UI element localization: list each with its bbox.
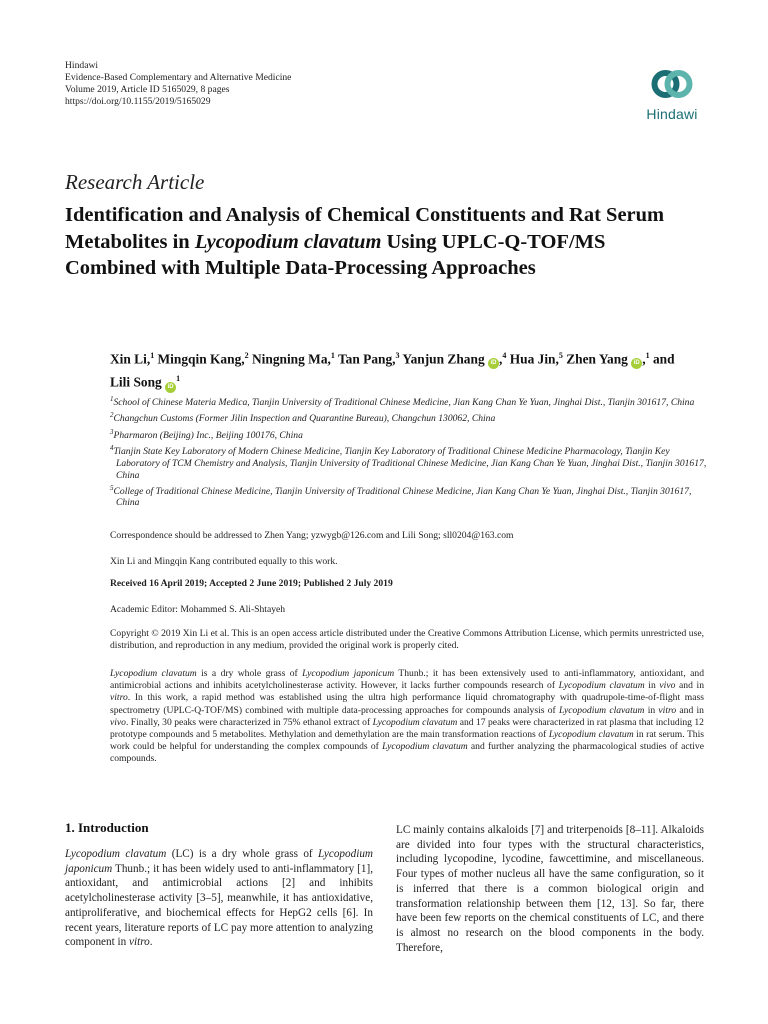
affiliation bbox=[110, 427, 710, 442]
intro-left-column bbox=[65, 847, 373, 950]
author-name: Zhen Yang bbox=[566, 351, 628, 367]
author-affiliation-mark: 1 bbox=[150, 351, 155, 360]
abstract-text: vivo bbox=[659, 680, 676, 692]
abstract-text: vitro bbox=[110, 692, 128, 704]
article-title bbox=[65, 202, 685, 282]
title-species: Lycopodium clavatum bbox=[194, 230, 382, 253]
author-name: Hua Jin, bbox=[509, 351, 559, 367]
hindawi-rings-icon bbox=[650, 62, 694, 106]
author-separator: , bbox=[642, 351, 646, 367]
correspondence-note: Correspondence should be addressed to Zhen Yang; yzwygb@126.com and Lili Song; sll0204@163.com bbox=[110, 530, 514, 541]
article-type: Research Article bbox=[65, 170, 205, 194]
intro-text: Lycopodium clavatum bbox=[65, 848, 167, 860]
author-list bbox=[110, 346, 690, 393]
author-affiliation-mark: 4 bbox=[502, 351, 507, 360]
author-affiliation-mark: 1 bbox=[645, 351, 650, 360]
intro-text: LC mainly contains alkaloids [7] and triterpenoids [8–11]. Alkaloids are divided into four types with the structural characteristics, including lycopodine, lycodine, fawcettimine, and miscellaneous. Four types of mother nucleus all have the same configuration, so it is inferred that there is a common biological origin and transformation relationship between them [12, 13]. So far, there have been few reports on the chemical constituents of LC, and there is almost no research on the blood components in the body. Therefore, bbox=[396, 824, 704, 954]
abstract-text: and 17 peaks were characterized in rat plasma that including 12 prototype compounds and 5 metabolites. Methylation and demethylation are the main transformation reactions of bbox=[110, 716, 704, 741]
abstract-text: and in bbox=[675, 680, 704, 692]
author-name: Ningning Ma, bbox=[251, 351, 331, 367]
abstract-text: Lycopodium japonicum bbox=[302, 668, 395, 679]
volume-info: Volume 2019, Article ID 5165029, 8 pages bbox=[65, 84, 230, 95]
abstract bbox=[110, 668, 704, 766]
title-part-1: Identification and Analysis of Chemical Constituents and Rat Serum Metabolites in bbox=[65, 204, 665, 253]
title-part-2: Using UPLC-Q-TOF/MS Combined with Multiple Data-Processing Approaches bbox=[65, 230, 606, 279]
author-affiliation-mark: 1 bbox=[176, 374, 181, 384]
intro-text: Thunb.; it has been widely used to anti-inflammatory [1], antioxidant, and antimicrobial actions [2] and inhibits acetylcholinesterase activity [3–5], meanwhile, it has antioxidative, antiproliferative, and biochemical effects for HepG2 cells [6]. In recent years, literature reports of LC pay more attention to analyzing component in bbox=[65, 862, 373, 949]
affiliation-mark: 1 bbox=[110, 395, 114, 403]
affiliation-text: Changchun Customs (Former Jilin Inspection and Quarantine Bureau), Changchun 130062, China bbox=[113, 413, 496, 425]
abstract-text: Lycopodium clavatum bbox=[548, 729, 634, 741]
intro-text: (LC) is a dry whole grass of bbox=[166, 848, 319, 860]
publication-dates: Received 16 April 2019; Accepted 2 June 2019; Published 2 July 2019 bbox=[110, 578, 393, 589]
abstract-text: in bbox=[644, 704, 659, 716]
doi-link[interactable]: https://doi.org/10.1155/2019/5165029 bbox=[65, 96, 211, 107]
abstract-text: . Finally, 30 peaks were characterized in 75% ethanol extract of bbox=[125, 716, 373, 728]
abstract-text: in bbox=[644, 680, 660, 692]
author-separator: , bbox=[499, 351, 503, 367]
author-name: Xin Li, bbox=[110, 351, 151, 367]
abstract-text: and in bbox=[676, 704, 704, 716]
intro-text: . bbox=[149, 936, 153, 949]
abstract-text: vitro bbox=[658, 704, 677, 716]
author-affiliation-mark: 1 bbox=[330, 351, 335, 360]
affiliation-list bbox=[110, 394, 710, 511]
intro-text: Lycopodium japonicum bbox=[65, 848, 373, 875]
author-name: Tan Pang, bbox=[337, 351, 396, 367]
affiliation bbox=[110, 483, 710, 509]
author-name: and Lili Song bbox=[110, 351, 675, 390]
affiliation bbox=[110, 443, 710, 481]
abstract-text: Lycopodium clavatum bbox=[558, 704, 645, 716]
affiliation bbox=[110, 394, 710, 409]
author-affiliation-mark: 2 bbox=[244, 351, 249, 360]
affiliation-mark: 5 bbox=[110, 483, 114, 492]
copyright-notice: Copyright © 2019 Xin Li et al. This is an open access article distributed under the Creative Commons Attribution License, which permits unrestricted use, distribution, and reproduction in any medium, provided the original work is properly cited. bbox=[110, 628, 704, 651]
equal-contribution-note: Xin Li and Mingqin Kang contributed equally to this work. bbox=[110, 556, 338, 567]
orcid-icon: iD bbox=[488, 358, 499, 369]
author-affiliation-mark: 5 bbox=[558, 351, 563, 360]
academic-editor: Academic Editor: Mohammed S. Ali-Shtayeh bbox=[110, 604, 286, 615]
abstract-text: is a dry whole grass of bbox=[196, 668, 303, 679]
abstract-text: . In this work, a rapid method was established using the ultra high performance liquid chromatography with quadrupole-time-of-flight mass spectrometry (UPLC-Q-TOF/MS) combined with multiple data-processing approaches for compounds analysis of bbox=[110, 692, 704, 716]
affiliation-text: Pharmaron (Beijing) Inc., Beijing 100176, China bbox=[113, 429, 303, 441]
affiliation-mark: 3 bbox=[110, 427, 114, 436]
journal-meta bbox=[65, 60, 291, 108]
intro-text: vitro bbox=[129, 936, 150, 949]
logo-wordmark: Hindawi bbox=[646, 106, 698, 122]
section-heading: 1. Introduction bbox=[65, 820, 149, 835]
orcid-icon: iD bbox=[631, 358, 642, 369]
publisher-name: Hindawi bbox=[65, 60, 99, 71]
author-affiliation-mark: 3 bbox=[395, 351, 400, 360]
abstract-text: in rat serum. This work could be helpful for understanding the complex compounds of bbox=[110, 729, 704, 753]
affiliation-text: School of Chinese Materia Medica, Tianjin University of Traditional Chinese Medicine, Jian Kang Chan Ye Yuan, Jinghai Dist., Tianjin 301617, China bbox=[113, 397, 695, 409]
hindawi-logo bbox=[636, 62, 708, 128]
abstract-text: and further analyzing the pharmacological studies of active compounds. bbox=[110, 741, 704, 765]
abstract-text: Lycopodium clavatum bbox=[110, 668, 197, 679]
affiliation-mark: 2 bbox=[110, 411, 114, 420]
affiliation-text: College of Traditional Chinese Medicine, Tianjin University of Traditional Chinese Medicine, Jian Kang Chan Ye Yuan, Jinghai Dist., Tianjin 301617, China bbox=[113, 485, 692, 509]
orcid-icon: iD bbox=[165, 382, 176, 393]
intro-right-column bbox=[396, 823, 704, 955]
abstract-text: Lycopodium clavatum bbox=[372, 716, 458, 728]
affiliation bbox=[110, 410, 710, 425]
author-name: Yanjun Zhang bbox=[402, 351, 485, 367]
author-name: Mingqin Kang, bbox=[157, 351, 245, 367]
affiliation-text: Tianjin State Key Laboratory of Modern Chinese Medicine, Tianjin Key Laboratory of Traditional Chinese Medicine Pharmacology, Tianjin Key Laboratory of TCM Chemistry and Analysis, Tianjin University of Traditional Chinese Medicine, Jian Kang Chan Ye Yuan, Jinghai Dist., Tianjin 301617, China bbox=[113, 446, 707, 481]
affiliation-mark: 4 bbox=[110, 444, 114, 453]
abstract-text: Thunb.; it has been extensively used to anti-inflammatory, antioxidant, and antimicrobial actions and inhibits acetylcholinesterase activity. However, it lacks further compounds research of bbox=[110, 668, 704, 692]
abstract-text: vivo bbox=[110, 716, 126, 728]
abstract-text: Lycopodium clavatum bbox=[382, 741, 468, 753]
journal-name: Evidence-Based Complementary and Alternative Medicine bbox=[65, 72, 292, 83]
abstract-text: Lycopodium clavatum bbox=[558, 680, 645, 692]
